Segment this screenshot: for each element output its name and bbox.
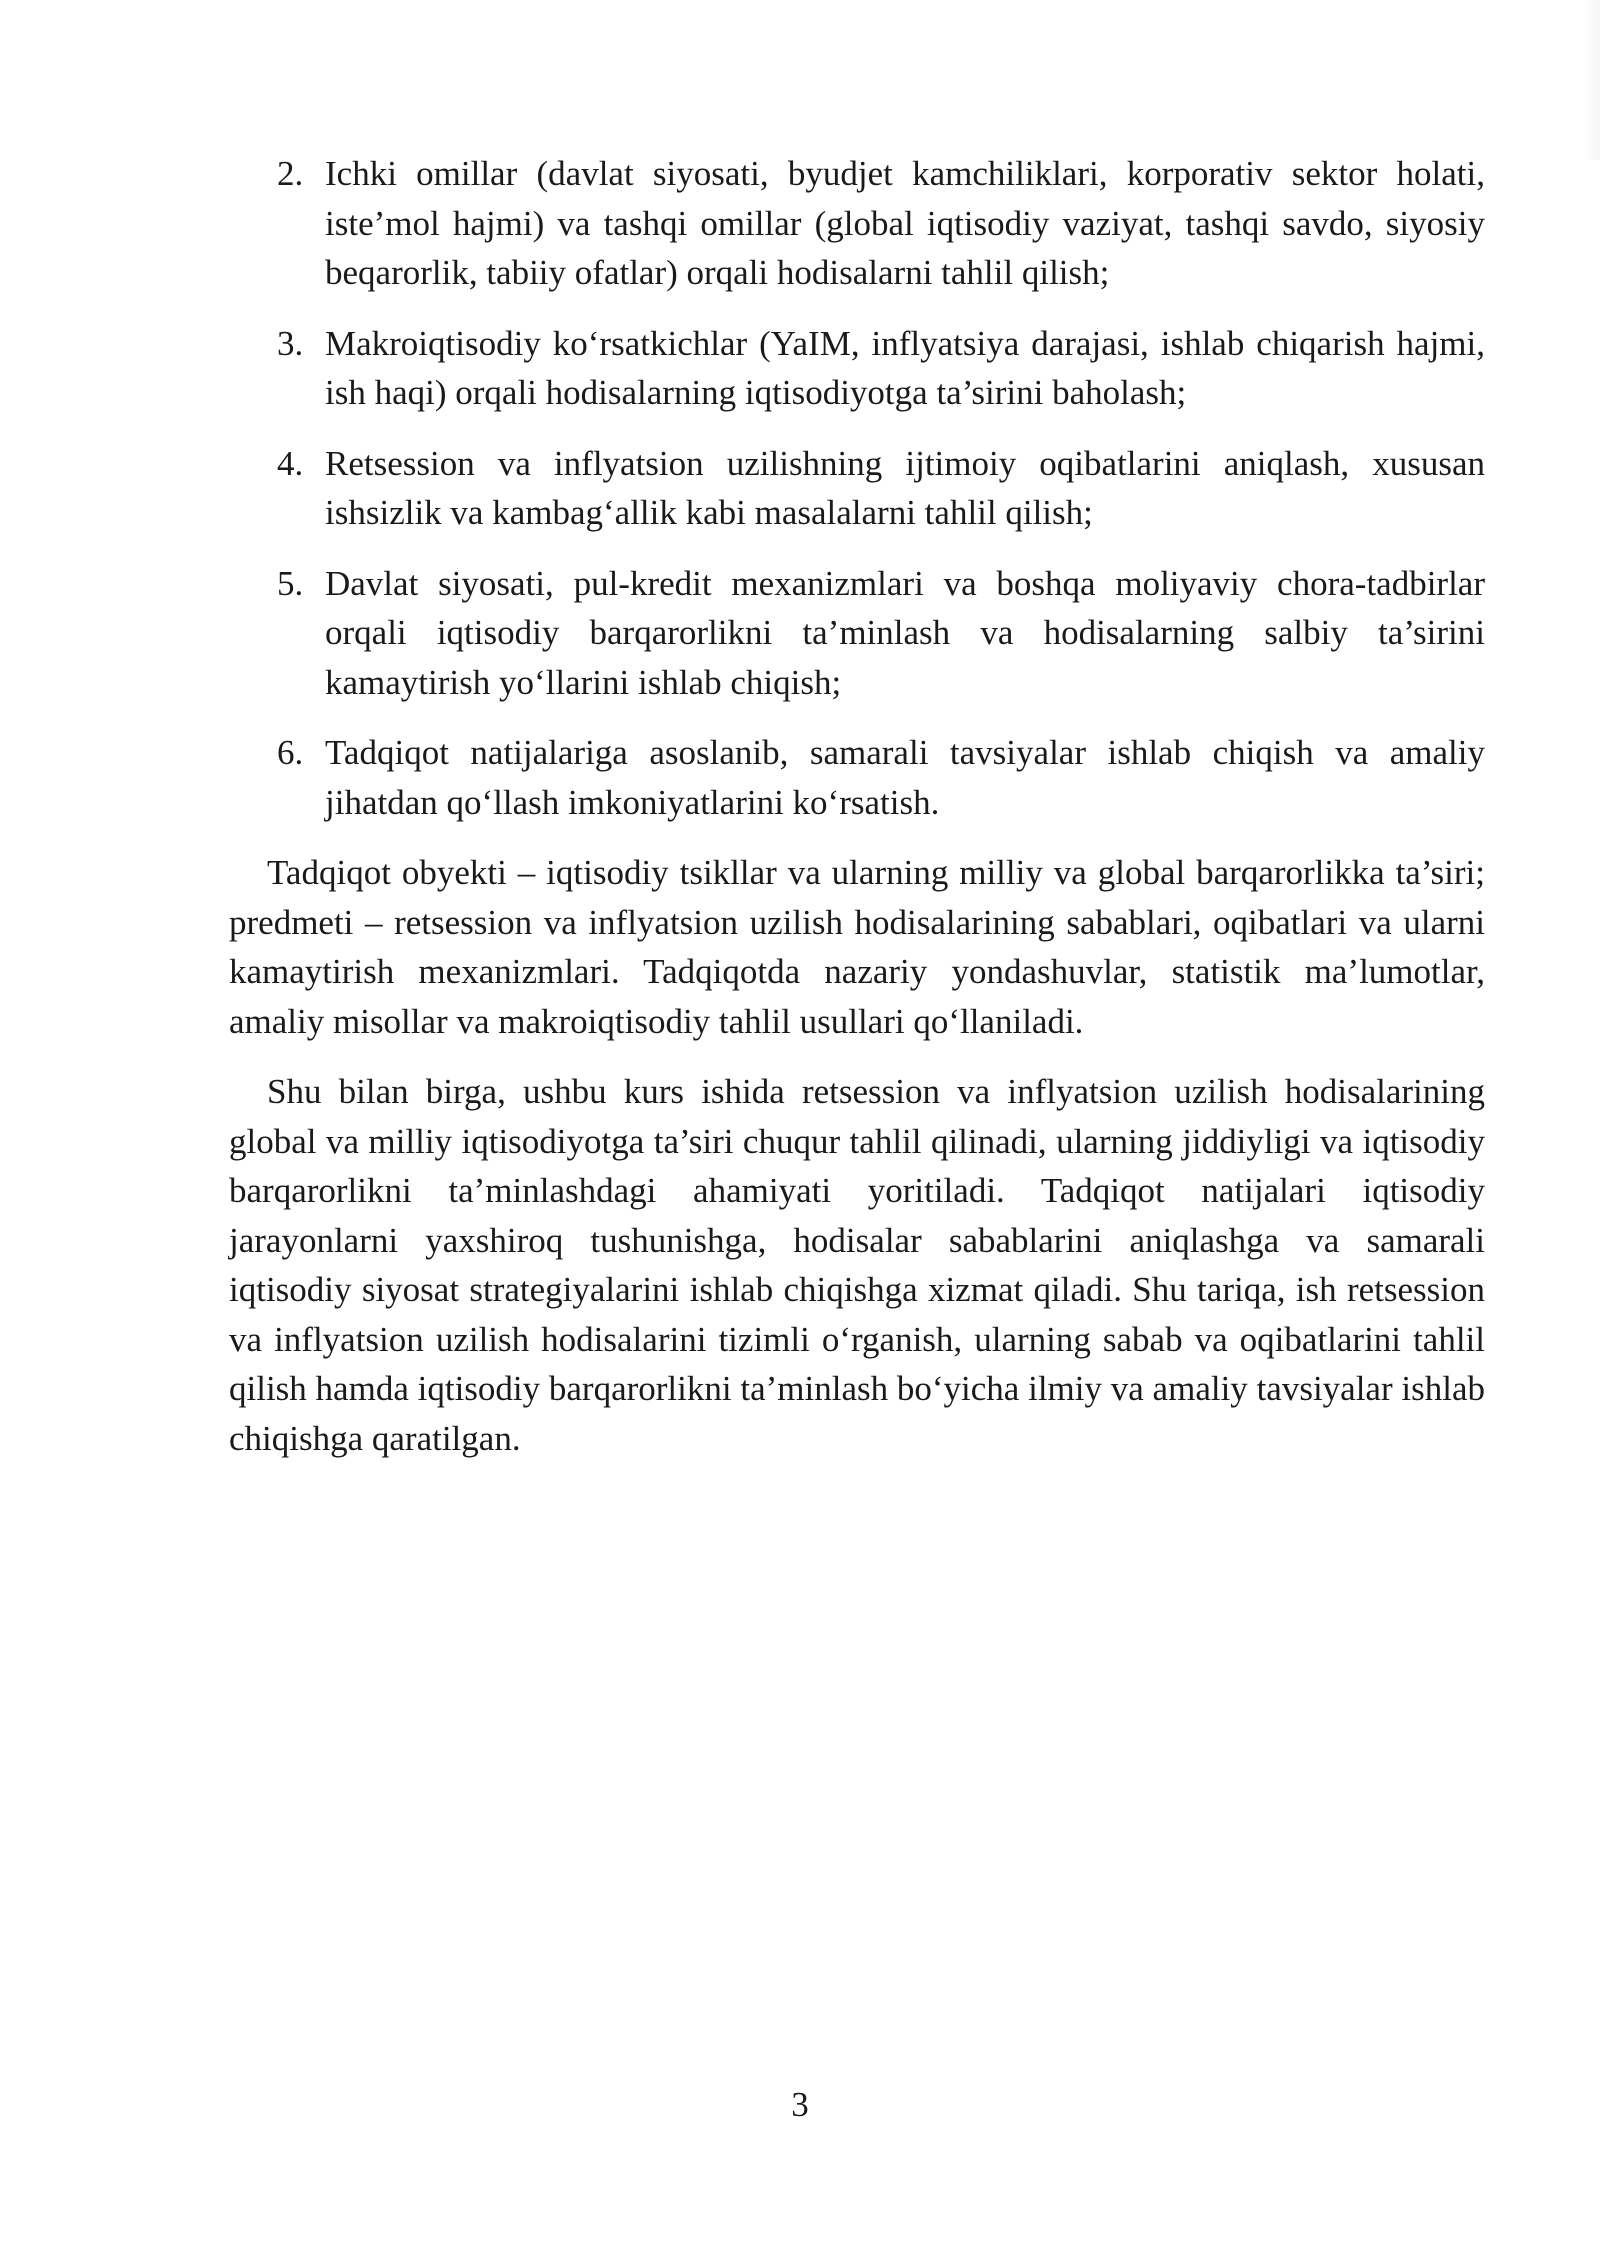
list-item-number: 4. (277, 443, 304, 483)
list-item (229, 728, 1485, 827)
list-item-text: Makroiqtisodiy ko‘rsatkichlar (YaIM, inflyatsiya darajasi, ishlab chiqarish hajmi, ish haqi) orqali hodisalarning iqtisodiyotga ta’sirini baholash; (325, 323, 1485, 412)
list-item (229, 559, 1485, 708)
list-item-text: Retsession va inflyatsion uzilishning ijtimoiy oqibatlarini aniqlash, xususan ishsizlik va kambag‘allik kabi masalalarni tahlil qilish; (325, 443, 1485, 532)
list-item-number: 6. (277, 733, 304, 772)
page-edge-shadow (1582, 0, 1600, 160)
list-item (229, 439, 1485, 538)
list-item-number: 5. (277, 563, 304, 603)
numbered-list (229, 149, 1485, 827)
body-paragraph-summary: Shu bilan birga, ushbu kurs ishida retsession va inflyatsion uzilish hodisalarining global va milliy iqtisodiyotga ta’siri chuqur tahlil qilinadi, ularning jiddiyligi va iqtisodiy barqarorlikni ta’minlashdagi ahamiyati yoritiladi. Tadqiqot natijalari iqtisodiy jarayonlarni yaxshiroq tushunishga, hodisalar sabablarini aniqlashga va samarali iqtisodiy siyosat strategiyalarini ishlab chiqishga xizmat qiladi. Shu tariqa, ish retsession va inflyatsion uzilish hodisalarini tizimli o‘rganish, ularning sabab va oqibatlarini tahlil qilish hamda iqtisodiy barqarorlikni ta’minlash bo‘yicha ilmiy va amaliy tavsiyalar ishlab chiqishga qaratilgan. (229, 1072, 1485, 1458)
list-item-number: 3. (277, 323, 304, 363)
page-body (229, 149, 1485, 1484)
list-item-number: 2. (277, 154, 304, 193)
list-item (229, 319, 1485, 418)
list-item-text: Davlat siyosati, pul-kredit mexanizmlari va boshqa moliyaviy chora-tadbirlar orqali iqtisodiy barqarorlikni ta’minlash va hodisalarning salbiy ta’sirini kamaytirish yo‘llarini ishlab chiqish; (325, 563, 1485, 702)
page-number: 3 (791, 2085, 809, 2124)
list-item-text: Tadqiqot natijalariga asoslanib, samarali tavsiyalar ishlab chiqish va amaliy jihatdan qo‘llash imkoniyatlarini ko‘rsatish. (325, 733, 1485, 822)
body-paragraph-research-object: Tadqiqot obyekti – iqtisodiy tsikllar va ularning milliy va global barqarorlikka ta’siri; predmeti – retsession va inflyatsion uzilish hodisalarining sabablari, oqibatlari va ularni kamaytirish mexanizmlari. Tadqiqotda nazariy yondashuvlar, statistik ma’lumotlar, amaliy misollar va makroiqtisodiy tahlil usullari qo‘llaniladi. (229, 853, 1485, 1041)
list-item-text: Ichki omillar (davlat siyosati, byudjet kamchiliklari, korporativ sektor holati, iste’mol hajmi) va tashqi omillar (global iqtisodiy vaziyat, tashqi savdo, siyosiy beqarorlik, tabiiy ofatlar) orqali hodisalarni tahlil qilish; (325, 154, 1485, 292)
list-item (229, 149, 1485, 298)
